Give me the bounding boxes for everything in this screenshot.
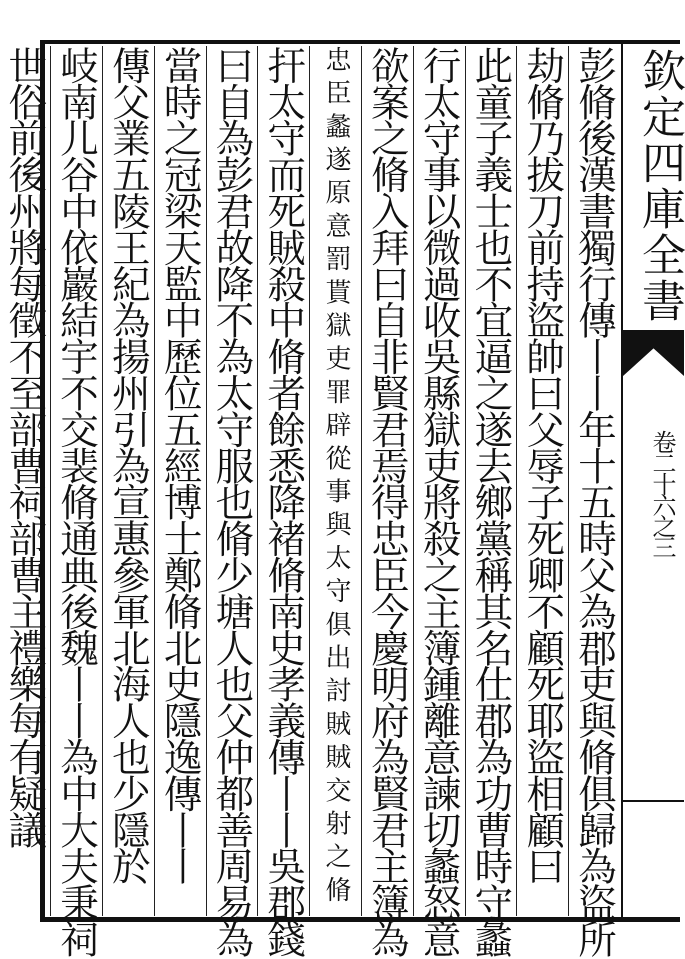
volume-label: 卷二十六之三: [648, 430, 676, 556]
text-column: 當時之冠梁天監中歷位五經博士鄭脩北史隱逸傳丨丨: [154, 46, 206, 916]
text-column: 劫脩乃拔刀前持盜帥曰父辱子死卿不顧死耶盜相顧曰: [516, 46, 568, 916]
text-body: [2, 46, 620, 957]
book-title: 欽定四庫全書: [634, 48, 685, 324]
text-column: 扞太守而死賊殺中脩者餘悉降褚脩南史孝義傳丨丨吳郡錢: [257, 46, 309, 916]
text-column: 世俗前後州將每徵不至部曹祠部曹主禮樂每有疑議: [0, 46, 50, 916]
text-column: 曰自為彭君故降不為太守服也脩少塘人也父仲都善周易為: [206, 46, 258, 916]
text-column: 忠臣蠡遂原意罰貰獄吏罪辟從事與太守俱出討賊賊交射之脩: [309, 46, 361, 916]
page-margin-banner: [621, 40, 685, 922]
text-column: 傳父業五陵王紀為揚州引為宣惠參軍北海人也少隱於: [102, 46, 154, 916]
fishtail-mark: [623, 330, 684, 376]
text-column: 欲案之脩入拜曰自非賢君焉得忠臣今慶明府為賢君主簿為: [361, 46, 413, 916]
text-column: 岐南儿谷中依巖結宇不交裴脩通典後魏丨丨為中大夫秉祠: [50, 46, 102, 916]
margin-divider: [623, 800, 684, 802]
text-column: 彭脩後漢書獨行傳丨丨年十五時父為郡吏與脩俱歸為盜所: [568, 46, 620, 916]
text-column: 此童子義士也不宜逼之遂去鄉黨稱其名仕郡為功曹時守蠡: [465, 46, 517, 916]
text-column: 行太守事以微過收吳縣獄吏將殺之主簿鍾離意諫切蠡怒意: [413, 46, 465, 916]
